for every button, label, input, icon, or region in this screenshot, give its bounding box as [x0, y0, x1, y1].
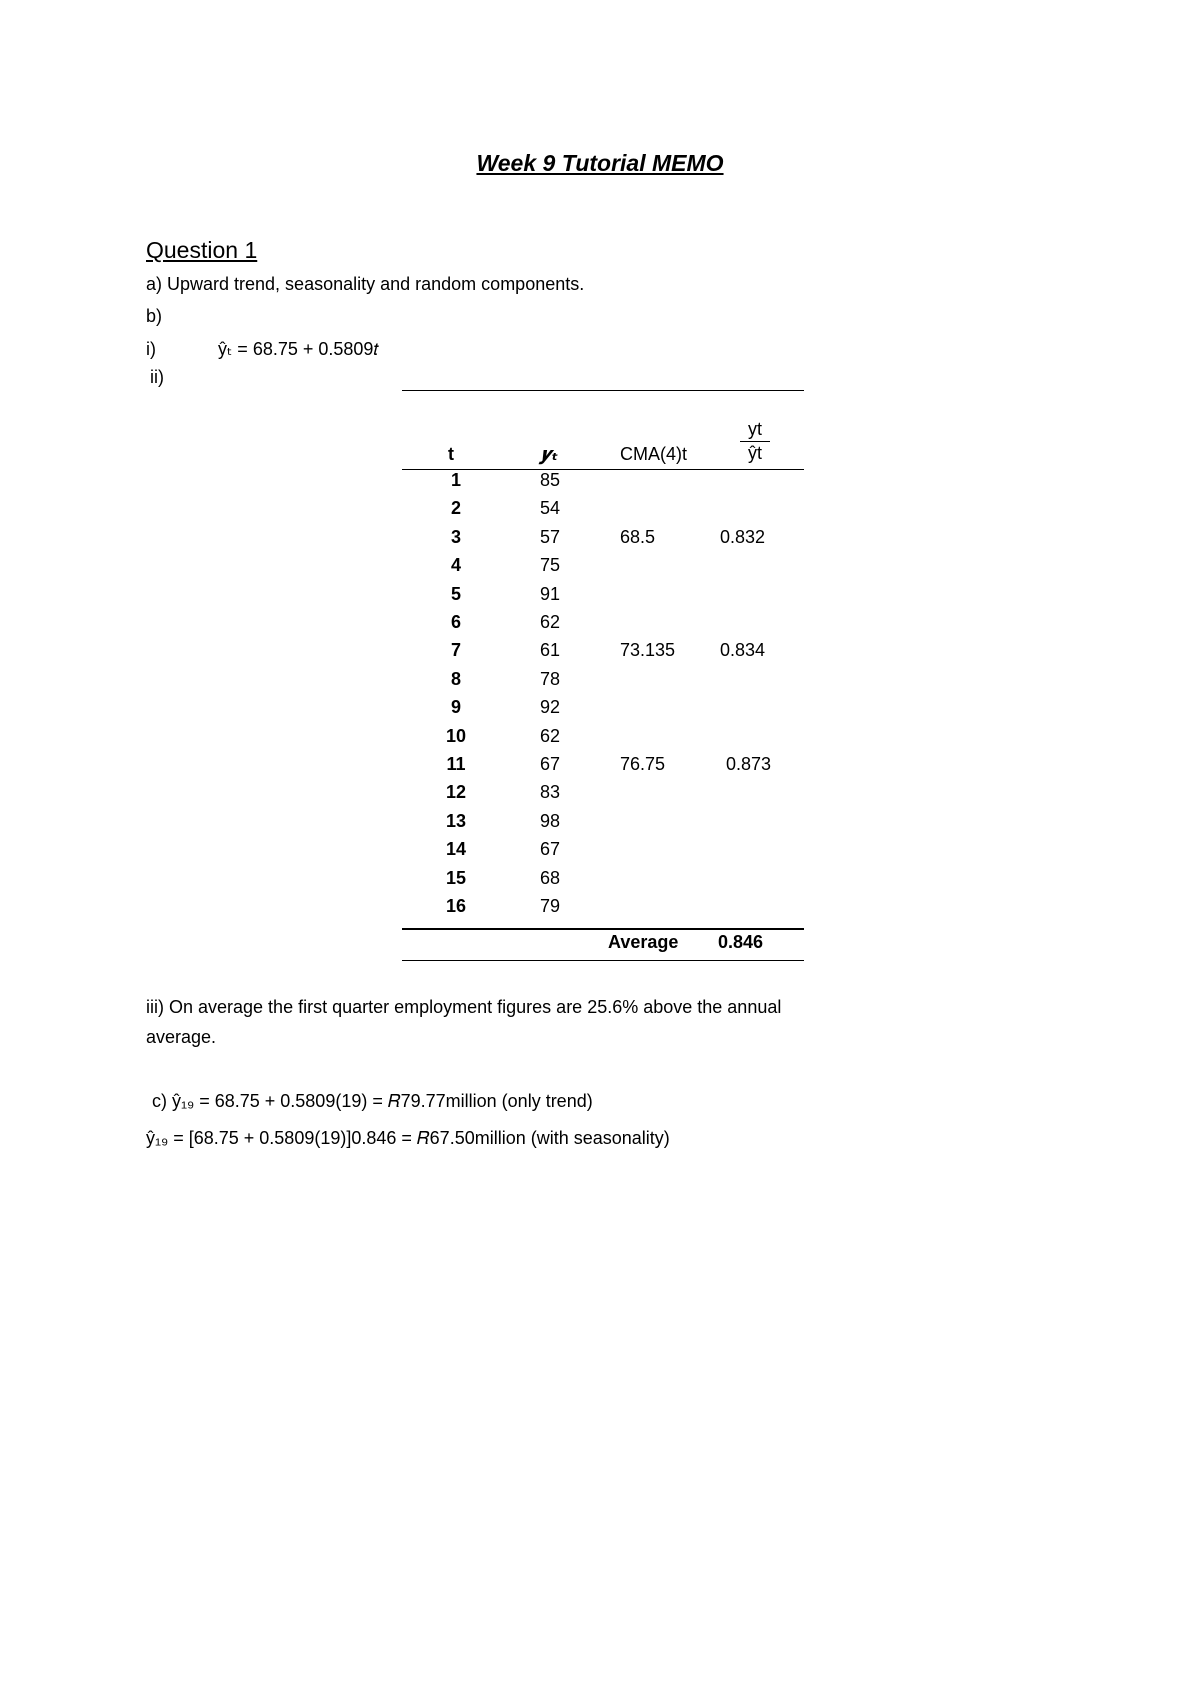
table-cell-t: 16	[445, 896, 467, 916]
average-label: Average	[608, 932, 679, 952]
table-cell-t: 6	[450, 612, 461, 632]
table-cell-y: 91	[540, 583, 561, 604]
table-cell-y: 98	[540, 810, 561, 831]
table-cell-t: 3	[450, 526, 461, 547]
table-cell-y: 62	[540, 612, 561, 632]
table-cell-y: 92	[540, 697, 561, 718]
table-cell-y: 62	[540, 725, 561, 746]
ratio-numerator: yt	[747, 419, 762, 439]
part-c-line1: c) ŷ₁₉ = 68.75 + 0.5809(19) = 𝑅79.77million (only trend)	[152, 1091, 593, 1111]
table-cell-t: 13	[445, 810, 467, 831]
table-cell-t: 8	[450, 668, 461, 689]
table-cell-t: 2	[450, 498, 461, 519]
table-bottom-rule	[402, 960, 804, 961]
part-b-label: b)	[146, 306, 163, 326]
table-cell-y: 85	[540, 470, 561, 490]
table-cell-y: 68	[540, 867, 561, 888]
table-cell-ratio: 0.832	[720, 526, 766, 547]
table-cell-ratio: 0.873	[726, 754, 772, 774]
table-cell-t: 1	[450, 470, 461, 490]
part-b-ii-label: ii)	[150, 367, 164, 387]
table-cell-t: 7	[450, 640, 461, 661]
table-cell-y: 67	[540, 839, 561, 860]
table-cell-t: 9	[450, 697, 461, 718]
table-cell-y: 54	[540, 498, 561, 519]
ratio-denominator: ŷt	[747, 443, 762, 463]
table-cell-y: 57	[540, 526, 561, 547]
table-cell-ratio: 0.834	[720, 640, 766, 661]
average-rule	[402, 928, 804, 930]
table-cell-t: 10	[445, 725, 467, 746]
table-cell-y: 61	[540, 640, 561, 661]
table-cell-cma: 76.75	[620, 754, 666, 774]
header-t: t	[448, 444, 454, 464]
table-cell-cma: 68.5	[620, 526, 656, 547]
table-cell-t: 15	[445, 867, 467, 888]
table-cell-y: 83	[540, 782, 561, 803]
trend-equation: ŷₜ = 68.75 + 0.5809𝑡	[218, 339, 379, 359]
part-c-line2: ŷ₁₉ = [68.75 + 0.5809(19)]0.846 = 𝑅67.50million (with seasonality)	[146, 1128, 670, 1148]
table-cell-t: 4	[450, 555, 461, 576]
header-ratio	[738, 418, 772, 465]
page-title: Week 9 Tutorial MEMO	[476, 150, 724, 176]
table-cell-t: 12	[445, 782, 467, 803]
average-value: 0.846	[718, 932, 764, 952]
table-cell-cma: 73.135	[620, 640, 676, 661]
table-cell-y: 67	[540, 754, 561, 774]
table-cell-t: 11	[446, 754, 466, 774]
part-a-answer: a) Upward trend, seasonality and random components.	[146, 274, 585, 294]
table-cell-y: 75	[540, 555, 561, 576]
table-cell-y: 79	[540, 896, 561, 916]
question-heading: Question 1	[146, 237, 258, 263]
part-b-iii-line2: average.	[146, 1027, 217, 1047]
part-b-i-label: i)	[146, 339, 156, 359]
table-cell-t: 5	[450, 583, 461, 604]
part-b-iii-line1: iii) On average the first quarter employment figures are 25.6% above the annual	[146, 997, 782, 1017]
header-y: 𝒚ₜ	[540, 444, 559, 464]
table-cell-t: 14	[445, 839, 467, 860]
table-top-rule	[402, 390, 804, 391]
header-cma: CMA(4)t	[620, 444, 687, 464]
table-cell-y: 78	[540, 668, 561, 689]
